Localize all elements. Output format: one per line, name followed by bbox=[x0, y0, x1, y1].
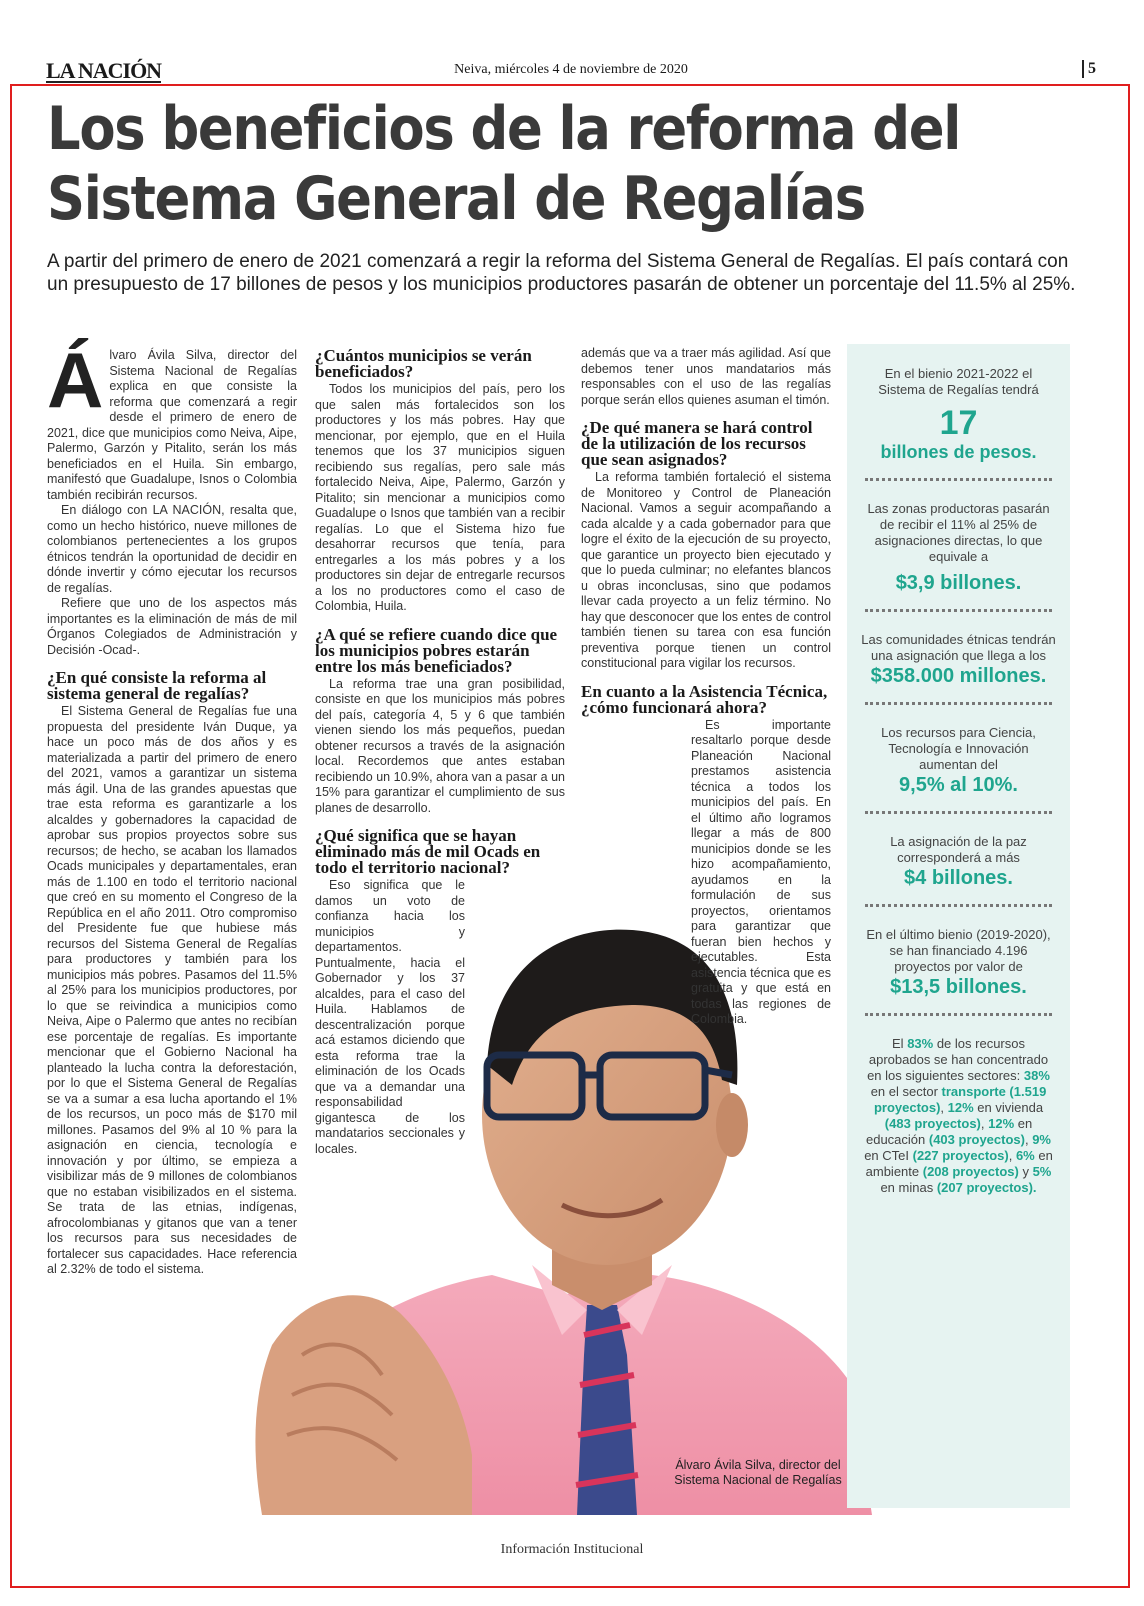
divider bbox=[865, 609, 1052, 612]
newspaper-logo: LA NACIÓN bbox=[46, 58, 162, 83]
footer-section-label: Información Institucional bbox=[500, 1542, 644, 1557]
fact-text: La asignación de la paz corresponderá a más bbox=[890, 834, 1027, 865]
lead-paragraph: A partir del primero de enero de 2021 comenzará a regir la reforma del Sistema General de Regalías. El país contará con un presupuesto de 17 billones de pesos y los municipios productores pasarán de obtener un porcentaje del 11.5% al 25%. bbox=[47, 251, 1076, 295]
paragraph bbox=[47, 336, 297, 503]
dateline: Neiva, miércoles 4 de noviembre de 2020 bbox=[454, 62, 688, 77]
question-heading: En cuanto a la Asistencia Técnica, ¿cómo funcionará ahora? bbox=[581, 681, 828, 717]
fact-text: Las comunidades étnicas tendrán una asignación que llega a los bbox=[861, 632, 1056, 663]
highlight: transporte (1.519 proyectos) bbox=[873, 1084, 1047, 1115]
text: y bbox=[1018, 1164, 1033, 1179]
highlight: 9% bbox=[1032, 1132, 1051, 1147]
highlight: 38% bbox=[1023, 1068, 1050, 1083]
fact-sectors bbox=[847, 1036, 1070, 1196]
text: , bbox=[1024, 1132, 1033, 1147]
text: en el sector bbox=[870, 1084, 942, 1099]
text: de los recursos aprobados se han concentrado en los siguientes sectores: bbox=[867, 1036, 1049, 1083]
drop-cap: Á bbox=[47, 336, 104, 424]
fact-peace bbox=[847, 834, 1070, 890]
fact-value: $358.000 millones. bbox=[870, 665, 1047, 687]
highlight: 12% bbox=[988, 1116, 1015, 1131]
masthead bbox=[46, 58, 1096, 84]
question-heading: ¿A qué se refiere cuando dice que los municipios pobres estarán entre los más beneficiados? bbox=[315, 624, 558, 676]
highlight: 5% bbox=[1032, 1164, 1052, 1179]
facts-sidebar bbox=[847, 344, 1070, 1508]
paragraph: Es importante resaltarlo porque desde Planeación Nacional prestamos asistencia técnica a todos los municipios del país. En el último año logramos llegar a más de 800 municipios donde se les hizo acompañamiento, ayudamos en la formulación de sus proyectos, orientamos para garantizar que fueran bien hechos y ejecutables. Esta asistencia técnica que es gratuita y que está en todas las regiones de Colombia. bbox=[691, 717, 831, 1026]
paragraph: La reforma también fortaleció el sistema de Monitoreo y Control de Planeación Nacional. Vamos a seguir acompañando a cada alcalde y a cada gobernador para que logre el éxito de la ejecución de su proyecto, que garantice un proyecto bien ejecutado y que lo pueda culminar; no elefantes blancos u obras inconclusas, sino que podamos llevar cada proyecto a un feliz término. No hay que desconocer que los entes de control también tienen su tarea con esa función preventiva porque tienen un control constitucional para vigilar los recursos. bbox=[581, 470, 831, 670]
fact-budget bbox=[847, 344, 1070, 464]
paragraph: Todos los municipios del país, pero los que salen más fortalecidos son los productores y los más pobres. Hay que mencionar, por ejemplo, que en el Huila tenemos que los 37 municipios siguen recibiendo sus regalías, pero sale más fortalecido Neiva, Aipe, Palermo, Garzón y Pitalito; sin mencionar a municipios como Guadalupe o Isnos que también van a recibir regalías. Lo que el Sistema hizo fue desahorrar recursos que tenía, para entregarles a los más pobres y a los productores sin dejar de entregarle recursos a los no productores como el caso de Colombia, Huila. bbox=[315, 382, 565, 613]
fact-science bbox=[847, 725, 1070, 797]
highlight: (227 proyectos) bbox=[912, 1148, 1009, 1163]
highlight: 12% bbox=[947, 1100, 974, 1115]
text: en educación bbox=[865, 1116, 1033, 1147]
text: en vivienda bbox=[973, 1100, 1044, 1115]
article-column-3 bbox=[581, 346, 831, 1028]
fact-value: $3,9 billones. bbox=[895, 572, 1022, 594]
highlight: (207 proyectos). bbox=[936, 1180, 1037, 1195]
divider bbox=[865, 904, 1052, 907]
headline-line-1: Los beneficios de la reforma del bbox=[47, 94, 961, 164]
highlight: 6% bbox=[1015, 1148, 1035, 1163]
divider bbox=[865, 478, 1052, 481]
highlight: 83% bbox=[907, 1036, 934, 1051]
fact-number: 17 bbox=[939, 404, 978, 442]
divider bbox=[865, 811, 1052, 814]
photo-caption: Álvaro Ávila Silva, director del Sistema Nacional de Regalías bbox=[674, 1458, 842, 1487]
fact-text: En el bienio 2021-2022 el Sistema de Regalías tendrá bbox=[878, 366, 1039, 397]
article-column-2 bbox=[315, 348, 565, 1157]
fact-unit: billones de pesos. bbox=[880, 442, 1037, 462]
page-number: 5 bbox=[1082, 60, 1096, 78]
text: en ambiente bbox=[865, 1148, 1053, 1179]
text: en minas bbox=[880, 1180, 937, 1195]
text: , bbox=[940, 1100, 948, 1115]
fact-ethnic bbox=[847, 632, 1070, 688]
divider bbox=[865, 702, 1052, 705]
fact-value: 9,5% al 10%. bbox=[899, 774, 1018, 796]
paragraph: Refiere que uno de los aspectos más importantes es la eliminación de más de mil Órganos Colegiados de Administración y Decisión -Ocad-. bbox=[47, 596, 297, 657]
fact-text: Los recursos para Ciencia, Tecnología e Innovación aumentan del bbox=[881, 725, 1036, 772]
headline-line-2: Sistema General de Regalías bbox=[47, 164, 865, 234]
fact-text: En el último bienio (2019-2020), se han financiado 4.196 proyectos por valor de bbox=[866, 927, 1051, 974]
divider bbox=[865, 1013, 1052, 1016]
fact-value: $4 billones. bbox=[904, 867, 1013, 889]
highlight: (403 proyectos) bbox=[928, 1132, 1025, 1147]
fact-last-biennium bbox=[847, 927, 1070, 999]
highlight: (483 proyectos) bbox=[884, 1116, 981, 1131]
question-heading: ¿En qué consiste la reforma al sistema general de regalías? bbox=[47, 668, 267, 703]
article-column-1 bbox=[47, 336, 297, 1278]
text: El bbox=[892, 1036, 908, 1051]
paragraph: Eso significa que le damos un voto de confianza hacia los municipios y departamentos. Puntualmente, hacia el Gobernador y los 37 alcaldes, para el caso del Huila. Hablamos de descentralización porque acá estamos diciendo que esta reforma trae la eliminación de los Ocads que va a demandar una responsabilidad gigantesca de los mandatarios seccionales y locales. bbox=[315, 878, 465, 1156]
fact-value: $13,5 billones. bbox=[890, 976, 1027, 998]
paragraph: En diálogo con LA NACIÓN, resalta que, como un hecho histórico, nueve millones de colombianos pertenecientes a los grupos étnicos tendrán la oportunidad de decidir en dónde invertir y cómo ejecutar los recursos de regalías. bbox=[47, 503, 297, 595]
fact-producer-zones bbox=[847, 501, 1070, 595]
question-heading: ¿De qué manera se hará control de la utilización de los recursos que sean asignados? bbox=[581, 418, 813, 469]
question-heading: ¿Cuántos municipios se verán beneficiados? bbox=[315, 346, 532, 381]
text: , bbox=[1008, 1148, 1016, 1163]
text: , bbox=[980, 1116, 989, 1131]
fact-text: Las zonas productoras pasarán de recibir el 11% al 25% de asignaciones directas, lo que equivale a bbox=[867, 501, 1050, 564]
headline bbox=[47, 94, 971, 234]
paragraph: El Sistema General de Regalías fue una propuesta del presidente Iván Duque, ya hace un poco más de dos años y es materializada a partir del primero de enero del 2021, vamos a garantizar un sistema más ágil. Una de las grandes apuestas que trae esta reforma es garantizarle a los alcaldes y gobernadores la capacidad de aprobar sus propios proyectos sobre sus recursos; de hecho, se acaban los llamados Ocads municipales y departamentales, eran más de 1.100 en todo el territorio nacional que creó en su momento el Congreso de la República en el año 2011. Otro compromiso del Presidente fue que hubiese más recursos del Sistema General de Regalías para productores y también para los municipios más pobres. Pasamos del 11.5% al 25% para los municipios productores, por lo que se reivindica a municipios como Neiva, Aipe o Palermo que antes no recibían ese porcentaje de regalías. Es importante mencionar que el Gobierno Nacional ha planteado la lucha contra la deforestación, por lo que el Sistema General de Regalías se va a sumar a esa lucha aportando el 1% de los recursos, un poco más de $170 mil millones. Pasamos del 9% al 10 % para la asignación en ciencia, tecnología e innovación y por último, se empieza a visibilizar más de 9 millones de colombianos que no estaban visibilizados en el sistema. Se trata de las etnias, indígenas, afrocolombianas y gitanos que van a tener los recursos para sus necesidades de fortalecer sus capacidades. Hace referencia al 2.32% de todo el sistema. bbox=[47, 704, 297, 1276]
highlight: (208 proyectos) bbox=[922, 1164, 1019, 1179]
paragraph: La reforma trae una gran posibilidad, consiste en que los municipios más pobres del país, categoría 4, 5 y 6 que también vienen siendo los más pequeños, puedan obtener recursos a través de la asignación local. Recordemos que antes estaban recibiendo un 10.9%, ahora van a pasar a un 15% para garantizar el cumplimiento de sus planes de desarrollo. bbox=[315, 676, 565, 815]
paragraph-text: lvaro Ávila Silva, director del Sistema Nacional de Regalías explica en que consiste la reforma que comenzará a regir desde el primero de enero de 2021, dice que municipios como Neiva, Aipe, Palermo, Garzón y Pitalito, serán los más beneficiados en el Huila. Sin embargo, manifestó que Guadalupe, Isnos o Colombia también recibirán recursos. bbox=[47, 348, 297, 502]
text: en CTeI bbox=[864, 1148, 913, 1163]
paragraph: además que va a traer más agilidad. Así que debemos tener unos mandatarios más responsables con el uso de las regalías porque serán ellos quienes asuman el timón. bbox=[581, 346, 831, 407]
question-heading: ¿Qué significa que se hayan eliminado más de mil Ocads en todo el territorio nacional? bbox=[315, 826, 541, 877]
